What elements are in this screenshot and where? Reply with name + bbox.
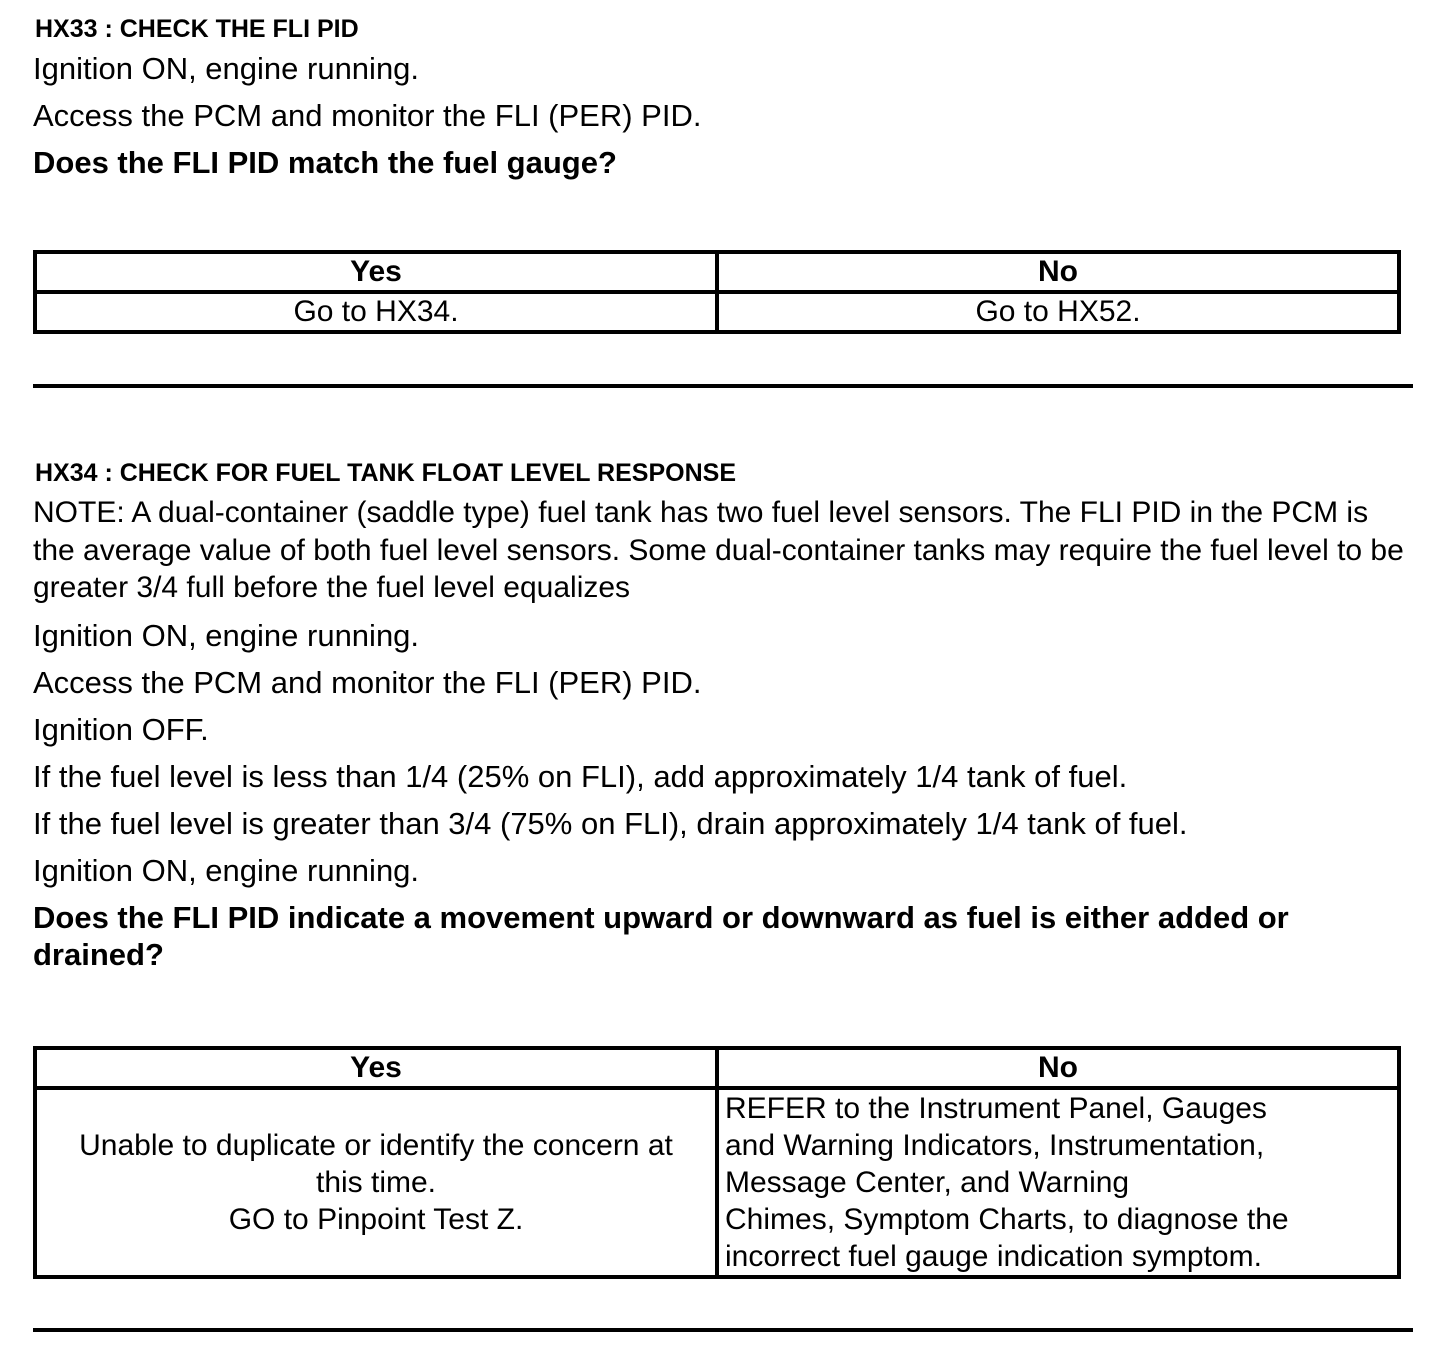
hx33-title: HX33 : CHECK THE FLI PID xyxy=(35,15,359,43)
no-answer-line: and Warning Indicators, Instrumentation, xyxy=(725,1129,1265,1162)
yes-answer-line: Unable to duplicate or identify the concern at xyxy=(79,1129,673,1162)
hx33-section xyxy=(33,14,1413,191)
yes-header: Yes xyxy=(35,1048,717,1088)
hx33-answer-table xyxy=(33,250,1401,334)
yes-answer xyxy=(35,1088,717,1277)
yes-answer-line: this time. xyxy=(315,1166,437,1199)
hx34-instruction: Ignition ON, engine running. xyxy=(33,852,420,888)
yes-answer-line: GO to Pinpoint Test Z. xyxy=(228,1203,524,1236)
no-header: No xyxy=(717,1048,1399,1088)
yes-answer: Go to HX34. xyxy=(35,292,717,332)
no-header: No xyxy=(717,252,1399,292)
no-answer-line: Message Center, and Warning xyxy=(725,1166,1130,1199)
hx34-note: NOTE: A dual-container (saddle type) fuel tank has two fuel level sensors. The FLI PID in the PCM is the average value of both fuel level sensors. Some dual-container tanks may require the fuel level to be greater 3/4 full before the fuel level equalizes xyxy=(33,496,1404,604)
hx33-instruction: Ignition ON, engine running. xyxy=(33,51,420,86)
section-divider xyxy=(33,1328,1413,1332)
no-answer: Go to HX52. xyxy=(717,292,1399,332)
table-row xyxy=(35,1088,1399,1277)
hx34-answer-table xyxy=(33,1046,1401,1279)
section-divider xyxy=(33,384,1413,388)
hx34-instruction: Access the PCM and monitor the FLI (PER) PID. xyxy=(33,664,702,700)
yes-header: Yes xyxy=(35,252,717,292)
table-row xyxy=(35,292,1399,332)
hx34-section xyxy=(33,458,1413,983)
no-answer-line: incorrect fuel gauge indication symptom. xyxy=(725,1240,1262,1273)
hx33-question: Does the FLI PID match the fuel gauge? xyxy=(33,145,617,180)
no-answer xyxy=(717,1088,1399,1277)
table-header-row xyxy=(35,252,1399,292)
table-header-row xyxy=(35,1048,1399,1088)
hx34-instruction: If the fuel level is less than 1/4 (25% on FLI), add approximately 1/4 tank of fuel. xyxy=(33,758,1128,794)
hx34-question: Does the FLI PID indicate a movement upward or downward as fuel is either added or drained? xyxy=(33,899,1289,972)
no-answer-line: Chimes, Symptom Charts, to diagnose the xyxy=(725,1203,1289,1236)
hx34-instruction: Ignition ON, engine running. xyxy=(33,617,420,653)
no-answer-line: REFER to the Instrument Panel, Gauges xyxy=(725,1092,1267,1125)
hx33-instruction: Access the PCM and monitor the FLI (PER) PID. xyxy=(33,98,702,133)
hx34-instruction: Ignition OFF. xyxy=(33,711,209,747)
hx34-title: HX34 : CHECK FOR FUEL TANK FLOAT LEVEL RESPONSE xyxy=(35,459,736,487)
hx34-instruction: If the fuel level is greater than 3/4 (75% on FLI), drain approximately 1/4 tank of fuel. xyxy=(33,805,1188,841)
